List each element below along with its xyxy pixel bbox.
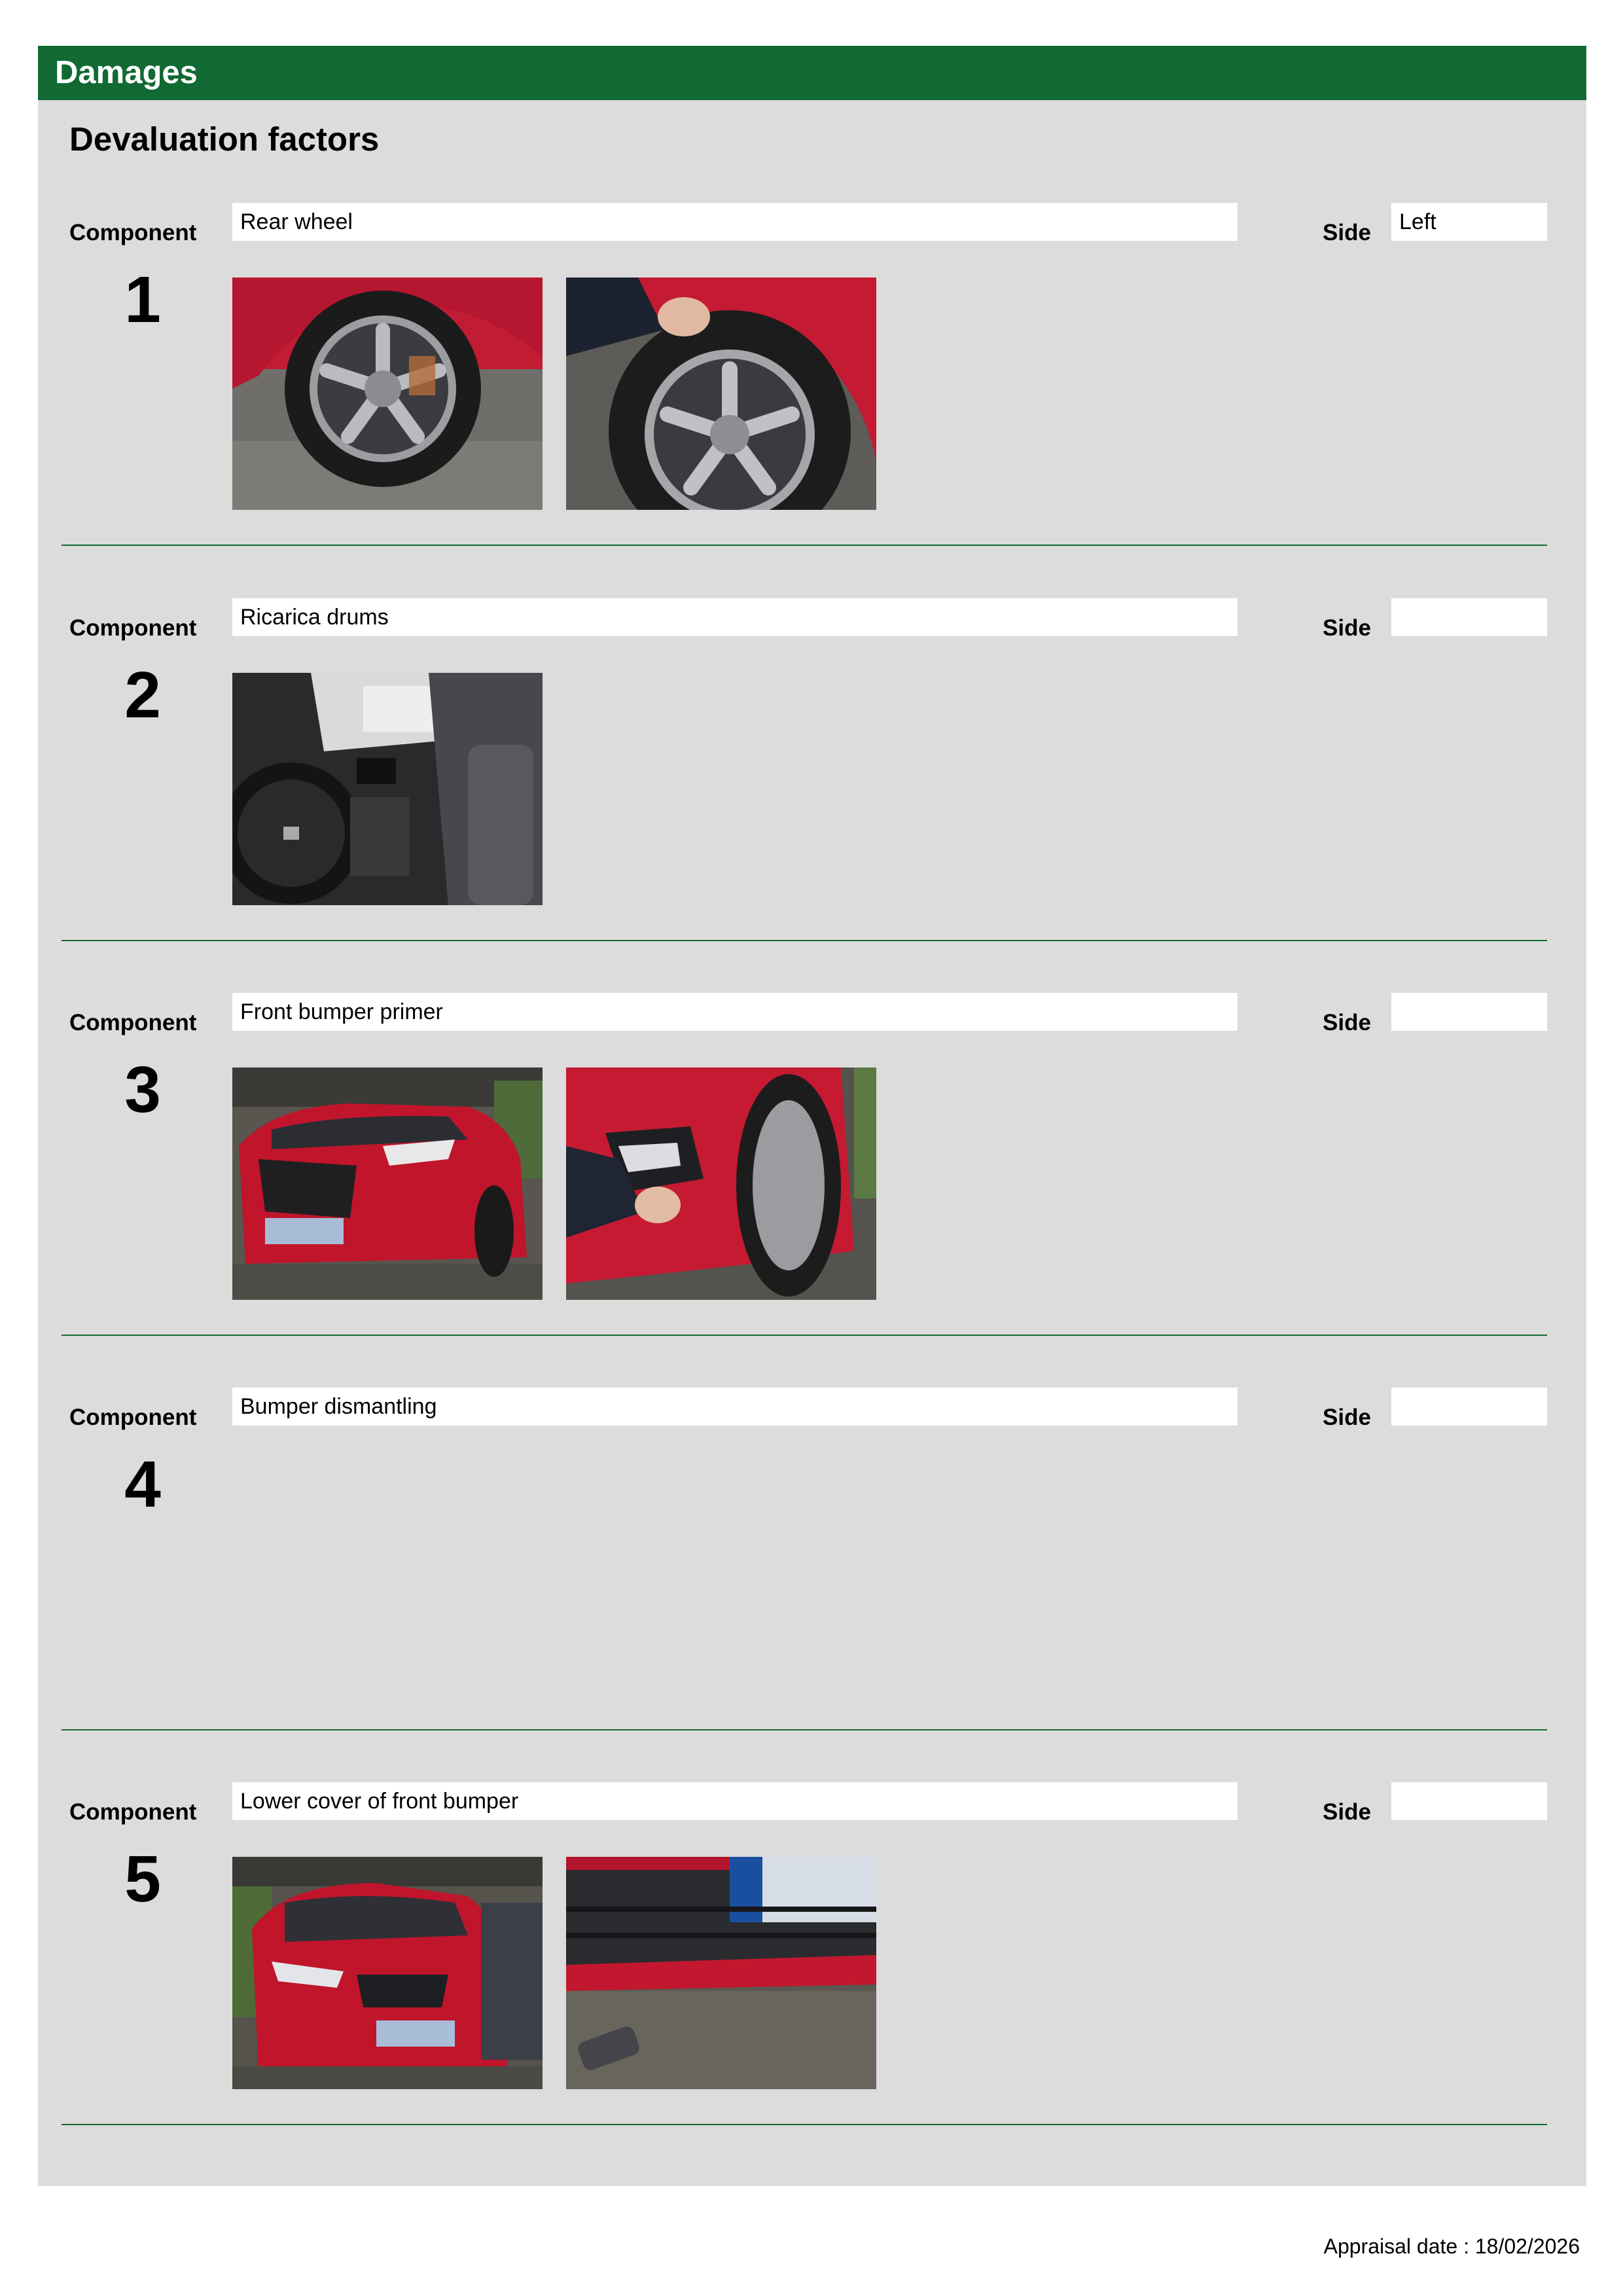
item-number: 1 bbox=[124, 263, 161, 336]
front-car-photo[interactable] bbox=[232, 1067, 543, 1300]
component-label: Component bbox=[69, 615, 197, 641]
damages-panel bbox=[38, 100, 1586, 2186]
component-label: Component bbox=[69, 1405, 197, 1430]
interior-photo[interactable] bbox=[232, 673, 543, 905]
damage-item-5 bbox=[38, 1773, 1586, 2167]
side-field bbox=[1391, 598, 1547, 636]
component-label: Component bbox=[69, 1799, 197, 1825]
side-label: Side bbox=[1323, 220, 1371, 245]
component-field: Lower cover of front bumper bbox=[232, 1782, 1238, 1820]
component-field: Bumper dismantling bbox=[232, 1388, 1238, 1426]
component-label: Component bbox=[69, 220, 197, 245]
item-divider bbox=[62, 2124, 1547, 2125]
damage-item-2 bbox=[38, 589, 1586, 983]
section-header bbox=[38, 46, 1586, 100]
component-field: Rear wheel bbox=[232, 203, 1238, 241]
damage-item-3 bbox=[38, 984, 1586, 1378]
side-label: Side bbox=[1323, 1010, 1371, 1035]
devaluation-factors-title: Devaluation factors bbox=[69, 120, 380, 158]
damage-item-4 bbox=[38, 1378, 1586, 1772]
component-label: Component bbox=[69, 1010, 197, 1035]
side-field bbox=[1391, 1388, 1547, 1426]
side-field bbox=[1391, 1782, 1547, 1820]
lower-bumper-closeup-photo[interactable] bbox=[566, 1857, 876, 2089]
rear-wheel-photo[interactable] bbox=[232, 278, 543, 510]
item-number: 4 bbox=[124, 1448, 161, 1521]
item-divider bbox=[62, 1335, 1547, 1336]
section-header-title: Damages bbox=[55, 55, 198, 90]
appraisal-date: Appraisal date : 18/02/2026 bbox=[1323, 2234, 1580, 2258]
front-bumper-closeup-photo[interactable] bbox=[566, 1067, 876, 1300]
side-label: Side bbox=[1323, 1405, 1371, 1430]
component-field: Ricarica drums bbox=[232, 598, 1238, 636]
item-number: 5 bbox=[124, 1842, 161, 1916]
item-divider bbox=[62, 1729, 1547, 1731]
rear-wheel-tread-photo[interactable] bbox=[566, 278, 876, 510]
item-number: 3 bbox=[124, 1053, 161, 1126]
side-field: Left bbox=[1391, 203, 1547, 241]
front-car-full-photo[interactable] bbox=[232, 1857, 543, 2089]
side-field bbox=[1391, 993, 1547, 1031]
item-number: 2 bbox=[124, 658, 161, 732]
item-divider bbox=[62, 940, 1547, 941]
item-divider bbox=[62, 545, 1547, 546]
component-field: Front bumper primer bbox=[232, 993, 1238, 1031]
side-label: Side bbox=[1323, 1799, 1371, 1825]
side-label: Side bbox=[1323, 615, 1371, 641]
damage-item-1 bbox=[38, 194, 1586, 588]
